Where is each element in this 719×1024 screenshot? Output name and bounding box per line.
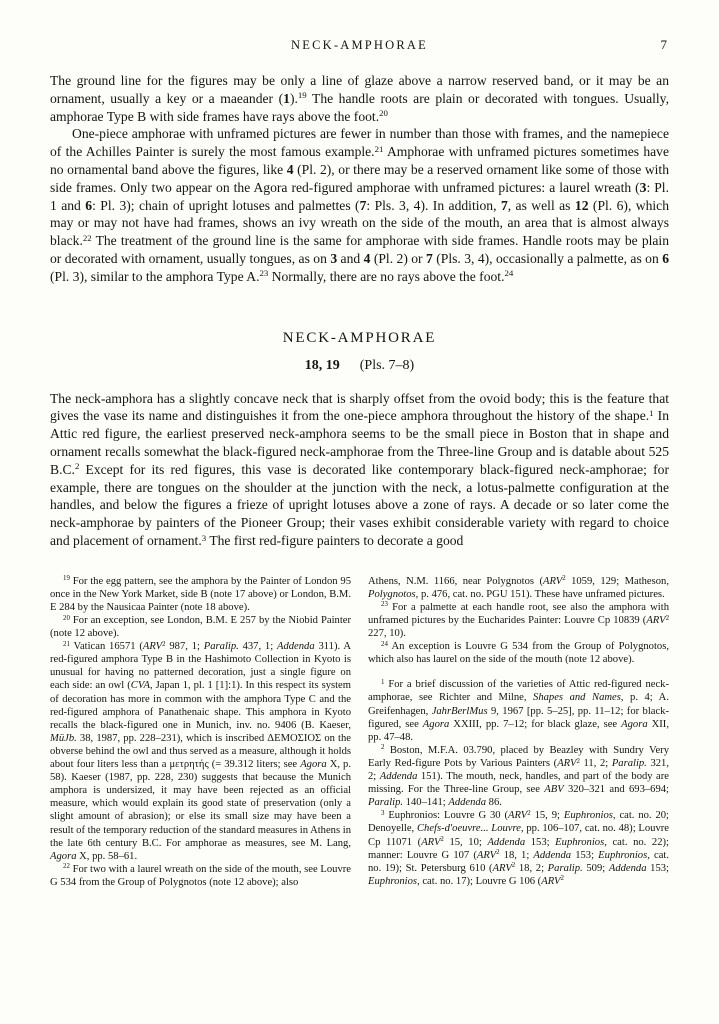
footnotes-area <box>50 575 669 889</box>
footnote-20: $^{20}$ For an exception, see London, B.M. E 257 by the Niobid Painter (note 12 above). <box>50 614 351 640</box>
footnote-19: $^{19}$ For the egg pattern, see the amphora by the Painter of London 95 once in the New York Market, side B (note 17 above) or London, B.M. E 284 by the Nausicaa Painter (note 18 above). <box>50 575 351 613</box>
footnote-24: $^{24}$ An exception is Louvre G 534 from the Group of Polygnotos, which also has laurel on the side of the mouth (note 12 above). <box>368 640 669 666</box>
section-text-block <box>50 390 669 550</box>
body-paragraph-2: One-piece amphorae with unframed pictures are fewer in number than those with frames, and the namepiece of the Achilles Painter is surely the most famous example.$^{21}$ Amphorae with unframed pictures sometimes have no ornamental band above the figures, like 4 (Pl. 2), or there may be a reserved ornament like some of those with side frames. Only two appear on the Agora red-figured amphorae with unframed pictures: a laurel wreath (3: Pl. 1 and 6: Pl. 3); chain of upright lotuses and palmettes (7: Pls. 3, 4). In addition, 7, as well as 12 (Pl. 6), which may or may not have had frames, shows an ivy wreath on the side of the mouth, an area that is almost always black.$^{22}$ The treatment of the ground line is the same for amphorae with side frames. Handle roots may be plain or decorated with ornament, usually tongues, as on 3 and 4 (Pl. 2) or 7 (Pls. 3, 4), occasionally a palmette, as on 6 (Pl. 3), similar to the amphora Type A.$^{23}$ Normally, there are no rays above the foot.$^{24}$ <box>50 126 670 284</box>
main-text-block <box>50 72 669 286</box>
footnotes-right-column <box>368 575 669 889</box>
body-paragraph-1: The ground line for the figures may be only a line of glaze above a narrow reserved band, or it may be an ornament, usually a key or a maeander (1).$^{19}$ The handle roots are plain or decorated with tongues. Usually, amphorae Type B with side frames have rays above the foot.$^{20}$ <box>50 73 669 124</box>
section-title: NECK-AMPHORAE <box>282 329 437 346</box>
footnote-3: $^3$ Euphronios: Louvre G 30 (ARV$^2$ 15, 9; Euphronios, cat. no. 20; Denoyelle, Chefs-d'oeuvre... Louvre, pp. 106–107, cat. no. 48); Louvre Cp 11071 (ARV$^2$ 15, 10; Addenda 153; Euphronios, cat. no. 22); manner: Louvre G 107 (ARV$^2$ 18, 1; Addenda 153; Euphronios, cat. no. 19); St. Petersburg 610 (ARV$^2$ 18, 2; Paralip. 509; Addenda 153; Euphronios, cat. no. 17); Louvre G 106 (ARV$^2$ <box>368 809 670 887</box>
plates-reference: (Pls. 7–8) <box>359 357 415 373</box>
footnote-2: $^2$ Boston, M.F.A. 03.790, placed by Beazley with Sundry Very Early Red-figure Pots by Various Painters (ARV$^2$ 11, 2; Paralip. 321, 2; Addenda 151). The mouth, neck, handles, and part of the body are missing. For the Three-line Group, see ABV 320–321 and 693–694; Paralip. 140–141; Addenda 86. <box>368 744 669 809</box>
catalog-numbers: 18, 19 <box>304 357 340 373</box>
section-subheading <box>50 358 669 374</box>
footnote-23: $^{23}$ For a palmette at each handle root, see also the amphora with unframed pictures by the Eucharides Painter: Louvre Cp 10839 (ARV$^2$ 227, 10). <box>368 601 669 640</box>
running-head: NECK-AMPHORAE <box>291 38 428 52</box>
page-number: 7 <box>660 37 667 52</box>
section-heading-block <box>50 330 669 374</box>
footnote-21: $^{21}$ Vatican 16571 (ARV$^2$ 987, 1; Paralip. 437, 1; Addenda 311). A red-figured amphora Type B in the Hashimoto Collection in Kyoto is unusual for having no patterned decoration, just a single figure on each side: an owl (CVA, Japan 1, pl. 1 [1]:1). In this respect its system of decoration has more in common with the amphora Type C and the red-figured amphora of Panathenaic shape. This amphora in Kyoto recalls the black-figured one in Munich, inv. no. 9406 (B. Kaeser, MüJb. 38, 1987, pp. 228–231), which is inscribed ΔΕΜΟΣΙΟΣ on the obverse behind the owl and thus served as a measure, although it holds about four liters less than a μετρητής (= 39.312 liters; see Agora X, p. 58). Kaeser (1987, pp. 228, 230) suggests that because the Munich amphora is undersized, it may have been rejected as an official measure, which would explain its good state of preservation (only a slight amount of abrasion); or else its small size may have been a result of the temporary reduction of the standard measures in Athens in the late 6th century B.C. For amphorae as measures, see M. Lang, Agora X, pp. 58–61. <box>50 640 352 862</box>
page-header <box>50 36 669 54</box>
footnote-22-continuation: Athens, N.M. 1166, near Polygnotos (ARV$^2$ 1059, 129; Matheson, Polygnotos, p. 476, cat. no. PGU 151). These have unframed pictures. <box>368 575 669 600</box>
footnotes-left-column <box>50 575 351 889</box>
footnote-1: $^1$ For a brief discussion of the varieties of Attic red-figured neck-amphorae, see Richter and Milne, Shapes and Names, p. 4; A. Greifenhagen, JahrBerlMus 9, 1967 [pp. 5–25], pp. 11–12; for black-figured, see Agora XXIII, pp. 7–12; for black glaze, see Agora XII, pp. 47–48. <box>368 678 669 743</box>
footnote-22: $^{22}$ For two with a laurel wreath on the side of the mouth, see Louvre G 534 from the Group of Polygnotos (note 12 above); also <box>50 863 351 888</box>
section-paragraph-1: The neck-amphora has a slightly concave neck that is sharply offset from the ovoid body; this is the feature that gives the vase its name and distinguishes it from the one-piece amphora throughout the history of the shape.$^1$ In Attic red figure, the earliest preserved neck-amphora seems to be the small piece in Boston that in shape and ornament recalls somewhat the black-figured neck-amphorae from the Three-line Group and is datable about 525 B.C.$^2$ Except for its red figures, this vase is decorated like contemporary black-figured neck-amphorae; for example, there are tongues on the shoulder at the junction with the neck, a lotus-palmette configuration at the handles, and below the figures a frieze of upright lotuses above a zone of rays. A decade or so later come the neck-amphorae by painters of the Pioneer Group; their vases exhibit considerable variety with regard to choice and placement of ornament.$^3$ The first red-figure painters to decorate a good <box>50 390 669 548</box>
